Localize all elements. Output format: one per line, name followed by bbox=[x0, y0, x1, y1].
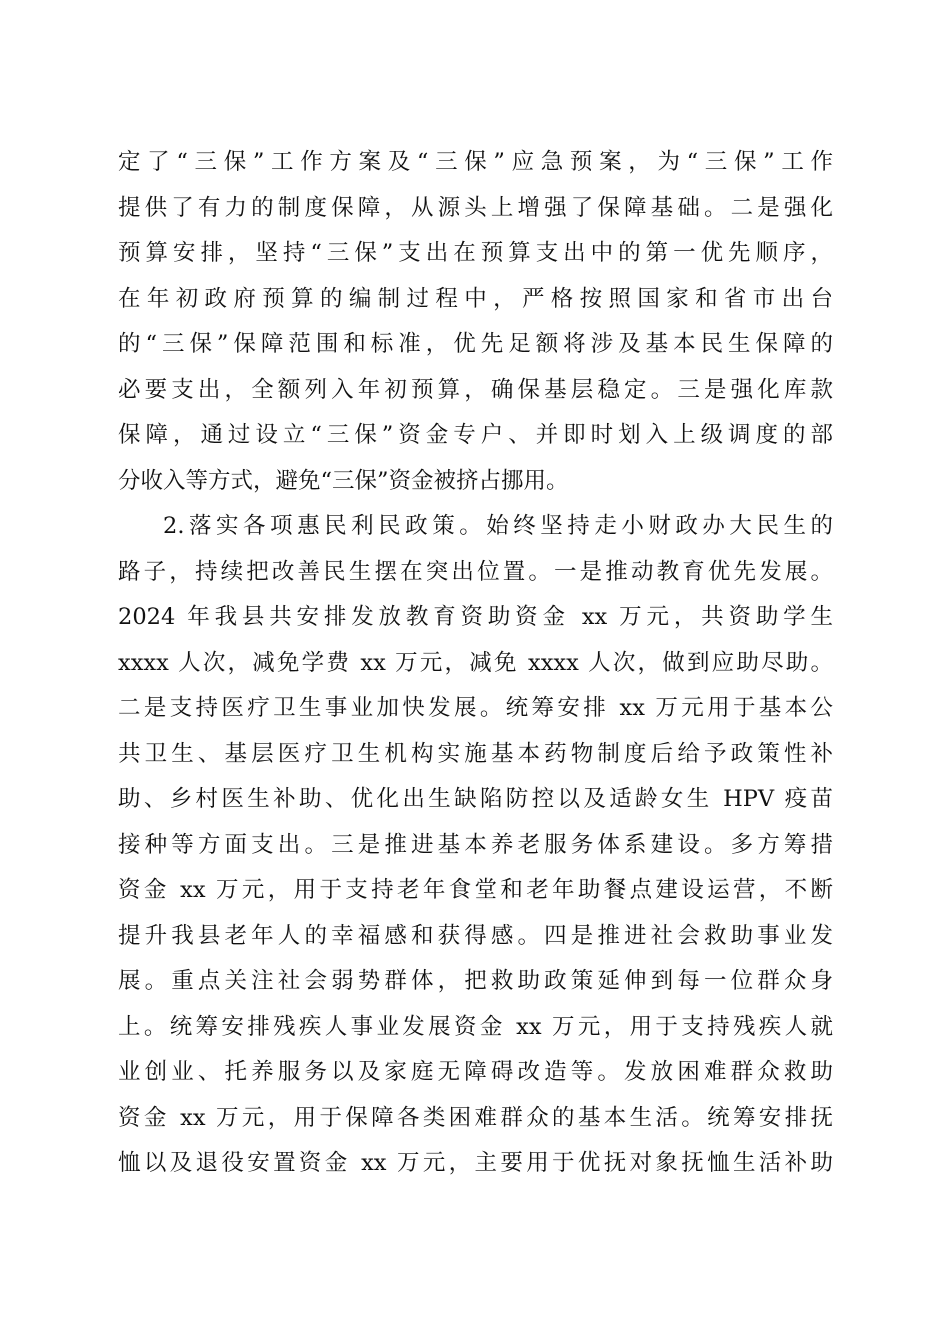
paragraph-line: 2.落实各项惠民利民政策。始终坚持走小财政办大民生的 bbox=[163, 513, 833, 539]
paragraph-1 bbox=[118, 140, 833, 504]
paragraph-line: 2024 年我县共安排发放教育资助资金 xx 万元，共资助学生 bbox=[118, 604, 833, 630]
paragraph-line: 的“三保”保障范围和标准，优先足额将涉及基本民生保障的 bbox=[118, 331, 833, 357]
paragraph-line: 恤以及退役安置资金 xx 万元，主要用于优抚对象抚恤生活补助 bbox=[118, 1150, 833, 1176]
paragraph-line: 二是支持医疗卫生事业加快发展。统筹安排 xx 万元用于基本公 bbox=[118, 695, 833, 721]
paragraph-line: 必要支出，全额列入年初预算，确保基层稳定。三是强化库款 bbox=[118, 376, 833, 403]
paragraph-line: 共卫生、基层医疗卫生机构实施基本药物制度后给予政策性补 bbox=[118, 740, 833, 767]
paragraph-line: 展。重点关注社会弱势群体，把救助政策延伸到每一位群众身 bbox=[118, 968, 833, 994]
paragraph-line: xxxx 人次，减免学费 xx 万元，减免 xxxx 人次，做到应助尽助。 bbox=[118, 649, 833, 676]
paragraph-line: 业创业、托养服务以及家庭无障碍改造等。发放困难群众救助 bbox=[118, 1059, 833, 1085]
paragraph-line: 助、乡村医生补助、优化出生缺陷防控以及适龄女生 HPV 疫苗 bbox=[118, 786, 833, 812]
paragraph-line: 在年初政府预算的编制过程中，严格按照国家和省市出台 bbox=[118, 285, 833, 312]
paragraph-line: 保障，通过设立“三保”资金专户、并即时划入上级调度的部 bbox=[118, 422, 833, 448]
paragraph-line: 资金 xx 万元，用于支持老年食堂和老年助餐点建设运营，不断 bbox=[118, 877, 833, 903]
paragraph-line: 分收入等方式，避免“三保”资金被挤占挪用。 bbox=[118, 467, 569, 494]
document-body bbox=[118, 140, 833, 1187]
paragraph-line: 预算安排，坚持“三保”支出在预算支出中的第一优先顺序， bbox=[118, 240, 833, 266]
paragraph-line: 上。统筹安排残疾人事业发展资金 xx 万元，用于支持残疾人就 bbox=[118, 1013, 833, 1040]
paragraph-2 bbox=[118, 504, 833, 1187]
paragraph-line: 接种等方面支出。三是推进基本养老服务体系建设。多方筹措 bbox=[118, 831, 833, 858]
paragraph-line: 提升我县老年人的幸福感和获得感。四是推进社会救助事业发 bbox=[118, 922, 833, 949]
paragraph-line: 定了“三保”工作方案及“三保”应急预案，为“三保”工作 bbox=[118, 149, 833, 175]
paragraph-line: 提供了有力的制度保障，从源头上增强了保障基础。二是强化 bbox=[118, 194, 833, 221]
paragraph-line: 资金 xx 万元，用于保障各类困难群众的基本生活。统筹安排抚 bbox=[118, 1104, 833, 1131]
paragraph-line: 路子，持续把改善民生摆在突出位置。一是推动教育优先发展。 bbox=[118, 558, 833, 585]
